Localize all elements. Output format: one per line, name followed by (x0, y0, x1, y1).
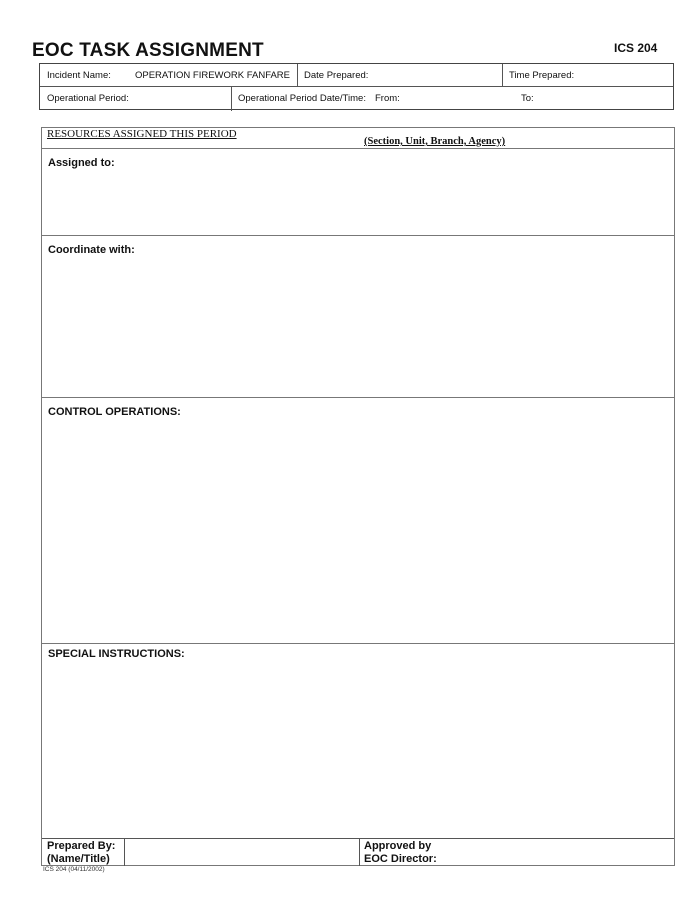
control-operations-field[interactable] (42, 398, 674, 643)
coordinate-with-field[interactable] (42, 236, 674, 397)
date-prepared-field[interactable] (297, 64, 502, 86)
approved-by-label (364, 840, 437, 866)
time-prepared-label: Time Prepared: (509, 70, 575, 81)
form-number: ICS 204 (614, 41, 658, 55)
form-title: EOC TASK ASSIGNMENT (32, 40, 264, 61)
time-prepared-field[interactable] (502, 64, 674, 86)
approved-by-field[interactable] (452, 839, 674, 866)
op-period-datetime-label: Operational Period Date/Time: (238, 93, 366, 104)
date-prepared-label: Date Prepared: (304, 70, 369, 81)
info-row-1 (40, 64, 673, 87)
special-instructions-field[interactable] (42, 644, 674, 838)
incident-name-field[interactable]: OPERATION FIREWORK FANFARE (135, 70, 291, 81)
assigned-to-field[interactable] (42, 149, 674, 235)
operational-period-label: Operational Period: (47, 93, 129, 104)
from-label: From: (375, 93, 400, 104)
to-label: To: (521, 93, 534, 104)
incident-name-label: Incident Name: (47, 70, 111, 81)
prepared-by-line1: Prepared By: (47, 840, 116, 852)
operational-period-field[interactable] (40, 87, 231, 111)
prepared-by-field[interactable] (125, 839, 359, 866)
special-instructions-label: SPECIAL INSTRUCTIONS: (48, 648, 185, 660)
divider (359, 839, 360, 866)
prepared-by-line2: (Name/Title) (47, 853, 110, 865)
resources-heading: RESOURCES ASSIGNED THIS PERIOD (47, 128, 237, 140)
signature-row (42, 839, 674, 866)
to-field[interactable] (514, 87, 674, 111)
prepared-by-label (47, 840, 115, 866)
resources-box (41, 127, 675, 866)
coordinate-with-label: Coordinate with: (48, 244, 135, 256)
resources-subheading: (Section, Unit, Branch, Agency) (364, 136, 506, 147)
assigned-to-label: Assigned to: (48, 157, 115, 169)
approved-by-line2: EOC Director: (364, 853, 437, 865)
info-table (39, 63, 674, 110)
approved-by-line1: Approved by (364, 840, 432, 852)
from-field[interactable] (368, 87, 508, 111)
form-revision: ICS 204 (04/11/2002) (43, 866, 105, 873)
control-operations-label: CONTROL OPERATIONS: (48, 406, 181, 418)
info-row-2 (40, 87, 673, 111)
